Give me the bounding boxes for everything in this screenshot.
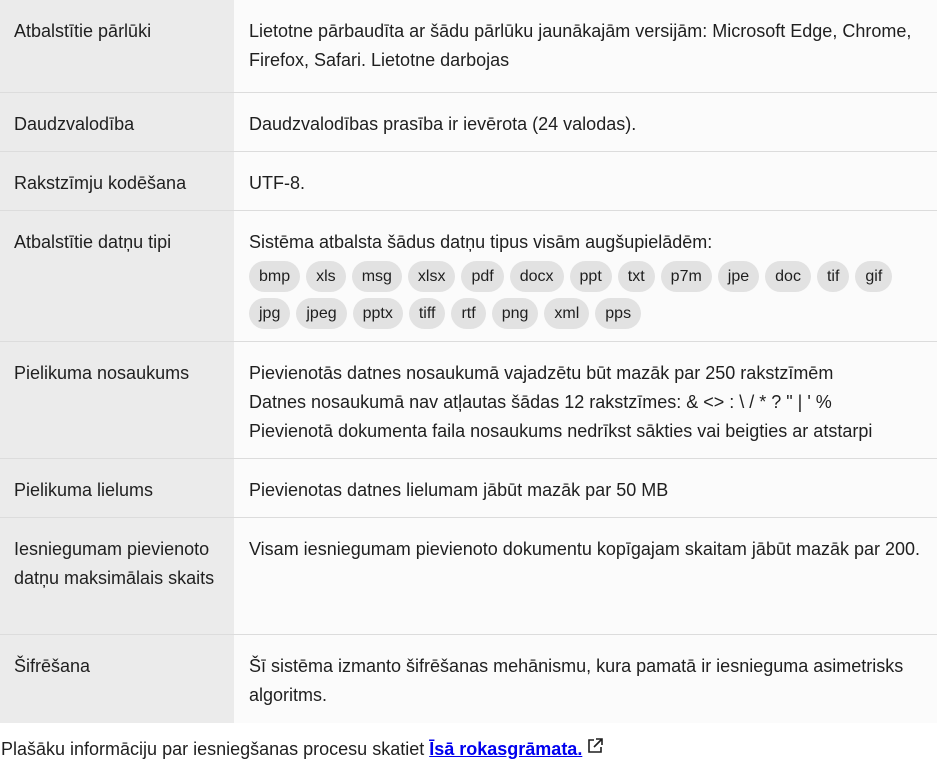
file-type-chip: tiff xyxy=(409,298,446,329)
table-row xyxy=(0,635,937,723)
row-value: Visam iesniegumam pievienoto dokumentu kopīgajam skaitam jābūt mazāk par 200. xyxy=(234,518,937,634)
file-type-chip: jpe xyxy=(718,261,759,292)
row-label: Rakstzīmju kodēšana xyxy=(0,152,234,210)
file-type-chip: msg xyxy=(352,261,402,292)
value-line: Pievienotās datnes nosaukumā vajadzētu būt mazāk par 250 rakstzīmēm xyxy=(249,363,834,383)
table-row xyxy=(0,0,937,93)
quick-guide-link[interactable]: Īsā rokasgrāmata. xyxy=(429,739,583,759)
row-label: Šifrēšana xyxy=(0,635,234,723)
table-row xyxy=(0,518,937,635)
table-row xyxy=(0,93,937,152)
value-line: Pievienotā dokumenta faila nosaukums nedrīkst sākties vai beigties ar atstarpi xyxy=(249,421,873,441)
row-label: Pielikuma nosaukums xyxy=(0,342,234,458)
external-link-icon[interactable] xyxy=(586,737,604,761)
file-type-chip: xls xyxy=(306,261,346,292)
row-label: Pielikuma lielums xyxy=(0,459,234,517)
file-type-chip: bmp xyxy=(249,261,300,292)
row-label: Atbalstītie datņu tipi xyxy=(0,211,234,341)
file-type-chips xyxy=(249,261,923,335)
file-type-chip: jpeg xyxy=(296,298,346,329)
row-value: UTF-8. xyxy=(234,152,937,210)
file-type-chip: rtf xyxy=(451,298,485,329)
file-type-chip: jpg xyxy=(249,298,290,329)
row-value: Šī sistēma izmanto šifrēšanas mehānismu, kura pamatā ir iesnieguma asimetrisks algoritms. xyxy=(234,635,937,723)
row-value: Daudzvalodības prasība ir ievērota (24 valodas). xyxy=(234,93,937,151)
row-label: Atbalstītie pārlūki xyxy=(0,0,234,92)
file-type-chip: pptx xyxy=(353,298,403,329)
table-row xyxy=(0,459,937,518)
footer-text: Plašāku informāciju par iesniegšanas procesu skatiet xyxy=(1,739,430,759)
file-type-chip: ppt xyxy=(570,261,612,292)
row-label: Daudzvalodība xyxy=(0,93,234,151)
table-row xyxy=(0,211,937,342)
row-value xyxy=(234,342,937,458)
row-value: Pievienotas datnes lielumam jābūt mazāk par 50 MB xyxy=(234,459,937,517)
file-type-chip: pps xyxy=(595,298,641,329)
table-row xyxy=(0,342,937,459)
file-types-intro: Sistēma atbalsta šādus datņu tipus visām augšupielādēm: xyxy=(249,232,713,252)
footer-note xyxy=(0,723,943,761)
row-value: Lietotne pārbaudīta ar šādu pārlūku jaunākajām versijām: Microsoft Edge, Chrome, Firefox, Safari. Lietotne darbojas xyxy=(234,0,937,92)
file-type-chip: tif xyxy=(817,261,849,292)
file-type-chip: gif xyxy=(855,261,892,292)
file-type-chip: xml xyxy=(544,298,589,329)
file-type-chip: p7m xyxy=(661,261,712,292)
row-label: Iesniegumam pievienoto datņu maksimālais skaits xyxy=(0,518,234,634)
file-type-chip: pdf xyxy=(461,261,503,292)
file-type-chip: docx xyxy=(510,261,564,292)
file-type-chip: xlsx xyxy=(408,261,456,292)
value-line: Datnes nosaukumā nav atļautas šādas 12 rakstzīmes: & <> : \ / * ? " | ' % xyxy=(249,392,832,412)
file-type-chip: txt xyxy=(618,261,655,292)
file-type-chip: doc xyxy=(765,261,811,292)
table-row xyxy=(0,152,937,211)
row-value xyxy=(234,211,937,341)
file-type-chip: png xyxy=(492,298,539,329)
